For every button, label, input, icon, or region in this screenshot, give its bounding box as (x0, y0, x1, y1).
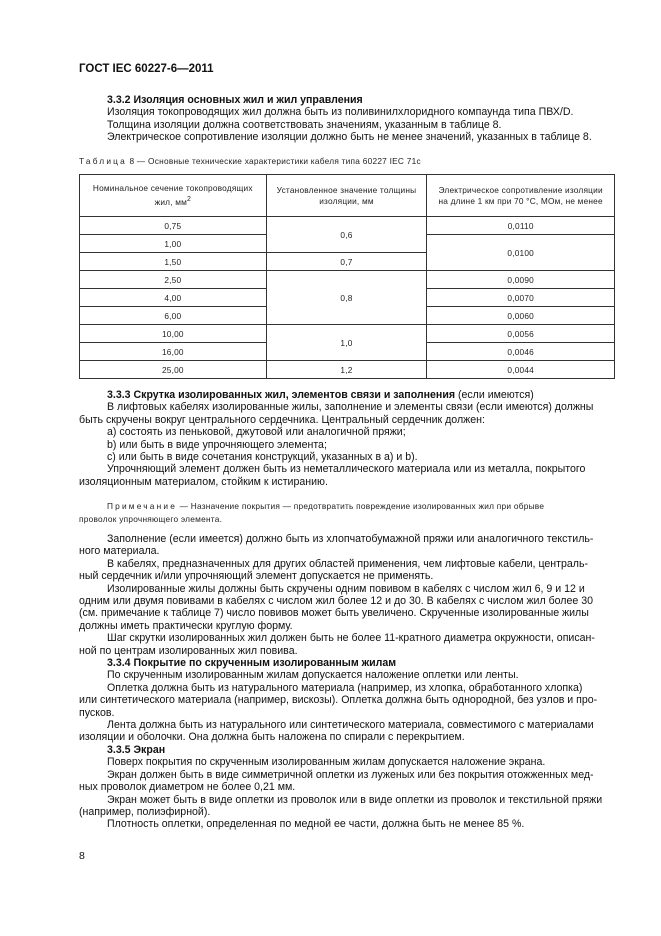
list-item: c) или быть в виде сочетания конструкций, указанных в a) и b). (107, 450, 418, 463)
paragraph-line: Толщина изоляции должна соответствовать значениям, указанным в таблице 8. (107, 118, 502, 131)
note-line: проволок упрочняющего элемента. (79, 514, 223, 524)
table-row (80, 217, 615, 235)
cell-thickness: 1,2 (266, 361, 427, 379)
cell-resistance: 0,0100 (427, 235, 615, 271)
paragraph-line: одним или двумя повивами в кабелях с числом жил более 12 и до 30. В кабелях с числом жил более 30 (79, 594, 593, 607)
section-heading: 3.3.5 Экран (107, 744, 166, 756)
table-caption-text: 8 — Основные технические характеристики кабеля типа 60227 IEC 71c (129, 156, 421, 166)
cell-section: 4,00 (80, 289, 267, 307)
cell-thickness: 0,8 (266, 271, 427, 325)
column-header-thickness: Установленное значение толщины изоляции, мм (266, 175, 427, 217)
paragraph-line: В кабелях, предназначенных для других областей применения, чем лифтовые кабели, централь- (107, 557, 589, 570)
cell-resistance: 0,0044 (427, 361, 615, 379)
page-number: 8 (79, 850, 85, 862)
table-caption (79, 156, 615, 166)
note-line: Примечание — Назначение покрытия — предотвратить повреждение изолированных жил при обрыве (107, 501, 545, 511)
cell-section: 25,00 (80, 361, 267, 379)
paragraph-line: изоляционным материалом, стойким к истиранию. (79, 475, 328, 488)
list-item: a) состоять из пеньковой, джутовой или аналогичной пряжи; (107, 426, 406, 439)
paragraph-line: Изоляция токопроводящих жил должна быть из поливинилхлоридного компаунда типа ПВХ/D. (107, 106, 574, 119)
paragraph-line: (см. примечание к таблице 7) число повивов может быть увеличено. Скрученные изолированные жилы (79, 607, 589, 620)
section-heading: 3.3.3 Скрутка изолированных жил, элементов связи и заполнения (если имеются) (107, 389, 534, 401)
paragraph-line: изоляции и оболочки. Она должна быть наложена по спирали с перекрытием. (79, 731, 465, 744)
paragraph-line: или синтетического материала (например, вискозы). Оплетка должна быть однородной, без узлов и про- (79, 694, 598, 707)
paragraph-line: Заполнение (если имеется) должно быть из хлопчатобумажной пряжи или аналогичного текстиль- (107, 533, 594, 545)
paragraph-line: В лифтовых кабелях изолированные жилы, заполнение и элементы связи (если имеются) должны (107, 401, 594, 414)
paragraph-line: должны иметь практически круглую форму. (79, 619, 293, 632)
table-8 (79, 174, 615, 379)
column-header-resistance: Электрическое сопротивление изоляции на длине 1 км при 70 °C, МОм, не менее (427, 175, 615, 217)
cell-resistance: 0,0056 (427, 325, 615, 343)
paragraph-line: ный сердечник и/или упрочняющий элемент допускается не применять. (79, 570, 434, 583)
note-block (79, 500, 615, 526)
table-row (80, 361, 615, 379)
paragraph-line: Электрическое сопротивление изоляции должно быть не менее значений, указанных в таблице 8. (107, 131, 592, 144)
table-caption-word: Таблица (79, 156, 127, 166)
section-3-3-4 (79, 657, 615, 744)
paragraph-line: ного материала. (79, 545, 160, 558)
paragraph-line: пусков. (79, 706, 115, 719)
cell-resistance: 0,0046 (427, 343, 615, 361)
paragraph-line: (например, полиэфирной). (79, 805, 211, 818)
cell-section: 0,75 (80, 217, 267, 235)
paragraph-line: Поверх покрытия по скрученным изолированным жилам допускается наложение экрана. (107, 756, 546, 769)
cell-resistance: 0,0110 (427, 217, 615, 235)
section-heading: 3.3.4 Покрытие по скрученным изолированным жилам (107, 657, 397, 669)
paragraph-line: Оплетка должна быть из натурального материала (например, из хлопка, обработанного хлопка) (107, 681, 583, 694)
cell-thickness: 0,7 (266, 253, 427, 271)
document-header: ГОСТ IEC 60227-6—2011 (79, 63, 214, 75)
cell-thickness: 1,0 (266, 325, 427, 361)
paragraph-line: Шаг скрутки изолированных жил должен быть не более 11-кратного диаметра окружности, описан- (107, 632, 595, 645)
paragraph-line: Плотность оплетки, определенная по медной ее части, должна быть не менее 85 %. (107, 818, 525, 831)
section-3-3-3 (79, 389, 615, 488)
paragraph-line: ных проволок диаметром не более 0,21 мм. (79, 781, 296, 794)
paragraph-line: Изолированные жилы должны быть скручены одним повивом в кабелях с числом жил 6, 9 и 12 и (107, 582, 585, 595)
paragraph-line: Экран может быть в виде оплетки из проволок или в виде оплетки из проволок и текстильной пряжи (107, 793, 603, 806)
cell-section: 16,00 (80, 343, 267, 361)
table-header-row (80, 175, 615, 217)
cell-resistance: 0,0070 (427, 289, 615, 307)
cell-thickness: 0,6 (266, 217, 427, 253)
cell-section: 1,50 (80, 253, 267, 271)
section-3-3-5 (79, 744, 615, 831)
cell-section: 6,00 (80, 307, 267, 325)
section-3-3-3-continued (79, 533, 615, 657)
table-row (80, 271, 615, 289)
cell-section: 2,50 (80, 271, 267, 289)
paragraph-line: Экран должен быть в виде симметричной оплетки из луженых или без покрытия отожженных мед- (107, 768, 594, 781)
column-header-section: Номинальное сечение токопроводящих жил, $мм^2$ (80, 175, 267, 217)
cell-section: 10,00 (80, 325, 267, 343)
section-3-3-2 (79, 94, 615, 144)
section-heading: 3.3.2 Изоляция основных жил и жил управления (107, 94, 363, 106)
cell-resistance: 0,0060 (427, 307, 615, 325)
cell-resistance: 0,0090 (427, 271, 615, 289)
paragraph-line: Лента должна быть из натурального или синтетического материала, совместимого с материалами (107, 718, 594, 731)
paragraph-line: По скрученным изолированным жилам допускается наложение оплетки или ленты. (107, 669, 519, 682)
paragraph-line: ной по центрам изолированных жил повива. (79, 644, 298, 657)
list-item: b) или быть в виде упрочняющего элемента; (107, 438, 327, 451)
paragraph-line: быть скручены вокруг центрального сердечника. Центральный сердечник должен: (79, 413, 485, 426)
table-row (80, 325, 615, 343)
paragraph-line: Упрочняющий элемент должен быть из неметаллического материала или из металла, покрытого (107, 463, 586, 476)
cell-section: 1,00 (80, 235, 267, 253)
